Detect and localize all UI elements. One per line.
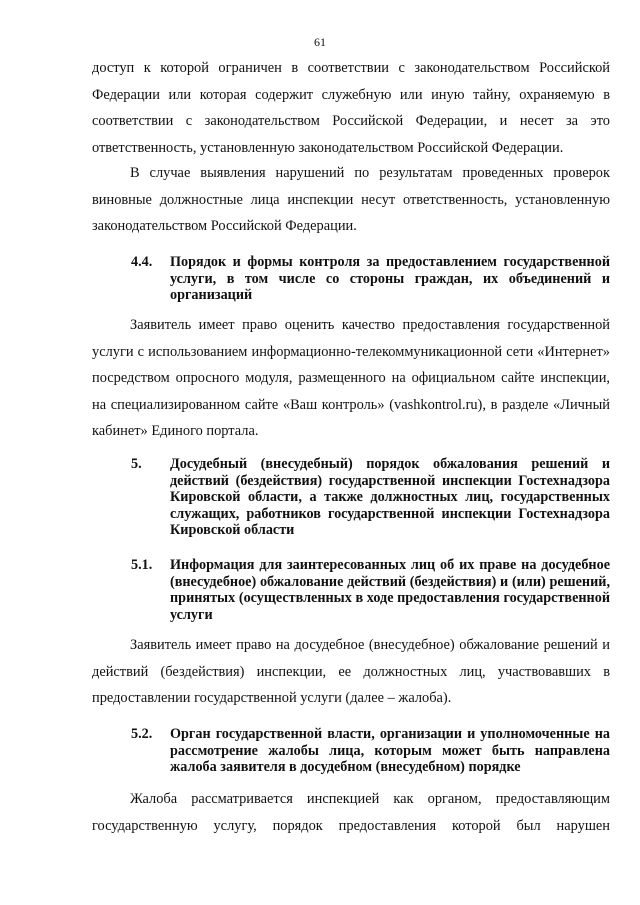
section-number: 5.: [131, 456, 142, 472]
section-heading-4-4: [131, 254, 610, 304]
paragraph-violations: В случае выявления нарушений по результатам проведенных проверок виновные должностные лица инспекции несут ответственность, установленную законодательством Российской Федерации.: [92, 165, 610, 234]
paragraph-appeal-right: Заявитель имеет право на досудебное (внесудебное) обжалование решений и действий (бездействия) инспекции, ее должностных лиц, участвовавших в предоставлении государственной услуги (далее – жалоба).: [92, 637, 610, 706]
section-heading-5-2: [131, 726, 610, 776]
section-heading-5: [131, 456, 610, 539]
section-number: 4.4.: [131, 254, 153, 270]
section-number: 5.2.: [131, 726, 153, 742]
section-heading-5-1: [131, 557, 610, 623]
paragraph-quality-rating: Заявитель имеет право оценить качество предоставления государственной услуги с использованием информационно-телекоммуникационной сети «Интернет» посредством опросного модуля, размещенного на официальном сайте инспекции, на специализированном сайте «Ваш контроль» (vashkontrol.ru), в разделе «Личный кабинет» Единого портала.: [92, 317, 610, 439]
section-title: Досудебный (внесудебный) порядок обжалования решений и действий (бездействия) государственной инспекции Гостехнадзора Кировской области, а также должностных лиц, государственных служащих, работников государственной инспекции Гостехнадзора Кировской области: [170, 456, 610, 539]
section-title: Орган государственной власти, организации и уполномоченные на рассмотрение жалобы лица, которым может быть направлена жалоба заявителя в досудебном (внесудебном) порядке: [170, 726, 610, 776]
page-number: 61: [314, 35, 326, 49]
paragraph-complaint: Жалоба рассматривается инспекцией как органом, предоставляющим государственную услугу, порядок предоставления которой был нарушен: [92, 791, 610, 834]
section-title: Порядок и формы контроля за предоставлением государственной услуги, в том числе со стороны граждан, их объединений и организаций: [170, 254, 610, 304]
paragraph-continuation: доступ к которой ограничен в соответствии с законодательством Российской Федерации или которая содержит служебную или иную тайну, охраняемую в соответствии с законодательством Российской Федерации, и несет за это ответственность, установленную законодательством Российской Федерации.: [92, 60, 610, 156]
section-title: Информация для заинтересованных лиц об их праве на досудебное (внесудебное) обжалование действий (бездействия) и (или) решений, принятых (осуществленных в ходе предоставления государственной услуги: [170, 557, 610, 623]
section-number: 5.1.: [131, 557, 153, 573]
